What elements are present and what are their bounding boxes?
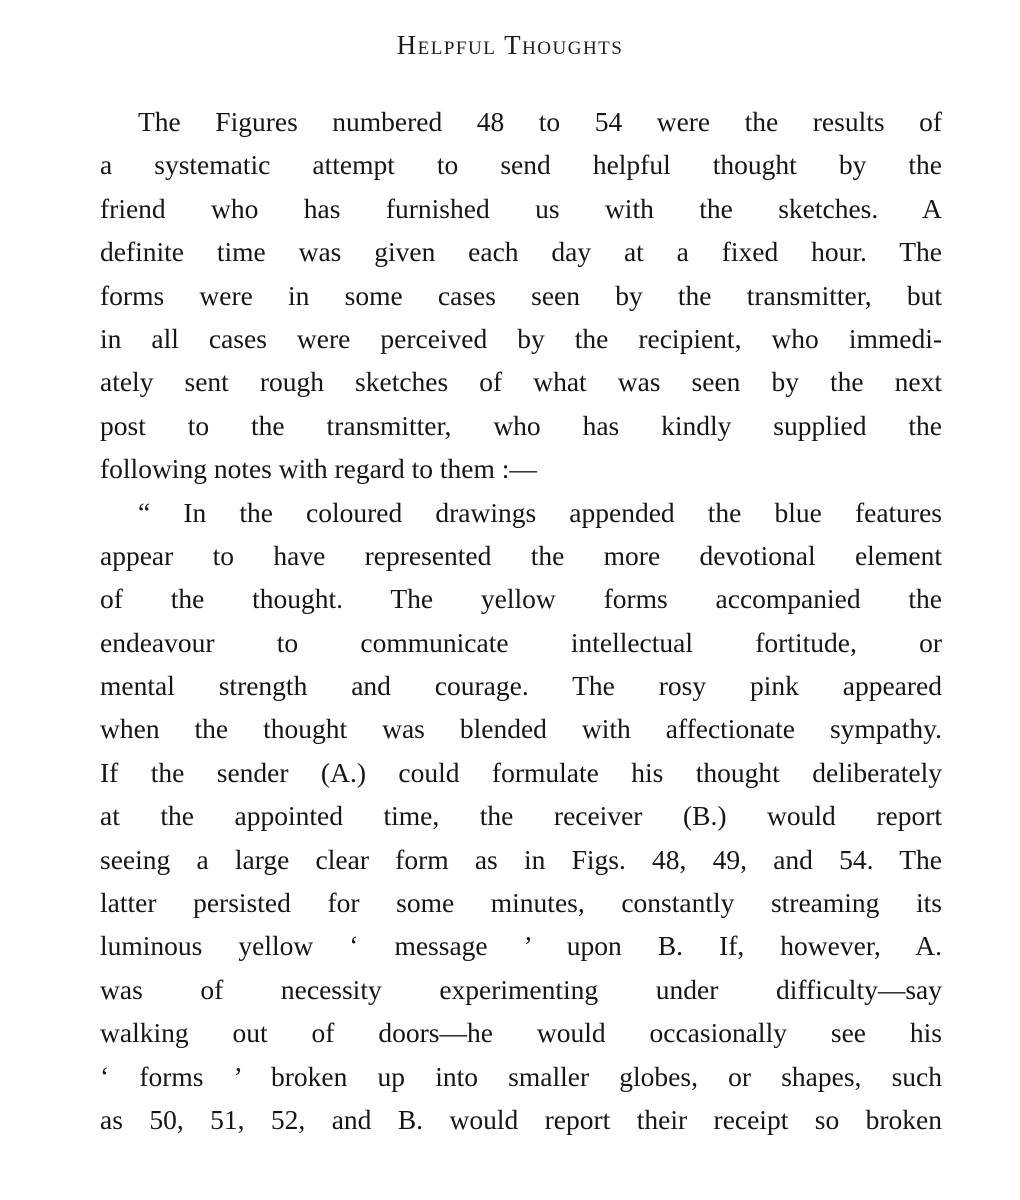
text-line: in all cases were perceived by the recipient, who immedi- — [100, 322, 942, 354]
text-line: when the thought was blended with affectionate sympathy. — [100, 713, 942, 745]
text-line: seeing a large clear form as in Figs. 48, 49, and 54. The — [100, 843, 942, 875]
text-line: If the sender (A.) could formulate his thought deliberately — [100, 756, 942, 788]
text-line: of the thought. The yellow forms accompanied the — [100, 583, 942, 615]
text-line: latter persisted for some minutes, constantly streaming its — [100, 887, 942, 919]
running-title: Helpful Thoughts — [396, 30, 624, 60]
text-line: definite time was given each day at a fixed hour. The — [100, 236, 942, 268]
text-line: “ In the coloured drawings appended the blue features — [138, 496, 942, 528]
text-line: forms were in some cases seen by the transmitter, but — [100, 279, 942, 311]
text-line: endeavour to communicate intellectual fortitude, or — [100, 626, 942, 658]
text-line: as 50, 51, 52, and B. would report their receipt so broken — [100, 1103, 942, 1135]
body-text — [100, 100, 942, 1141]
text-line: at the appointed time, the receiver (B.) would report — [100, 800, 942, 832]
text-line: post to the transmitter, who has kindly supplied the — [100, 409, 942, 441]
text-line: was of necessity experimenting under difficulty—say — [100, 973, 942, 1005]
text-line: The Figures numbered 48 to 54 were the results of — [138, 106, 942, 137]
text-line: a systematic attempt to send helpful thought by the — [100, 149, 942, 181]
text-line: mental strength and courage. The rosy pink appeared — [100, 670, 942, 702]
text-line: walking out of doors—he would occasionally see his — [100, 1017, 942, 1049]
text-line: appear to have represented the more devotional element — [100, 539, 942, 571]
text-line: following notes with regard to them :— — [100, 453, 537, 485]
text-line: friend who has furnished us with the sketches. A — [100, 192, 942, 224]
text-line: ately sent rough sketches of what was seen by the next — [100, 366, 942, 398]
text-line: ‘ forms ’ broken up into smaller globes, or shapes, such — [100, 1060, 942, 1092]
text-line: luminous yellow ‘ message ’ upon B. If, however, A. — [100, 930, 942, 962]
